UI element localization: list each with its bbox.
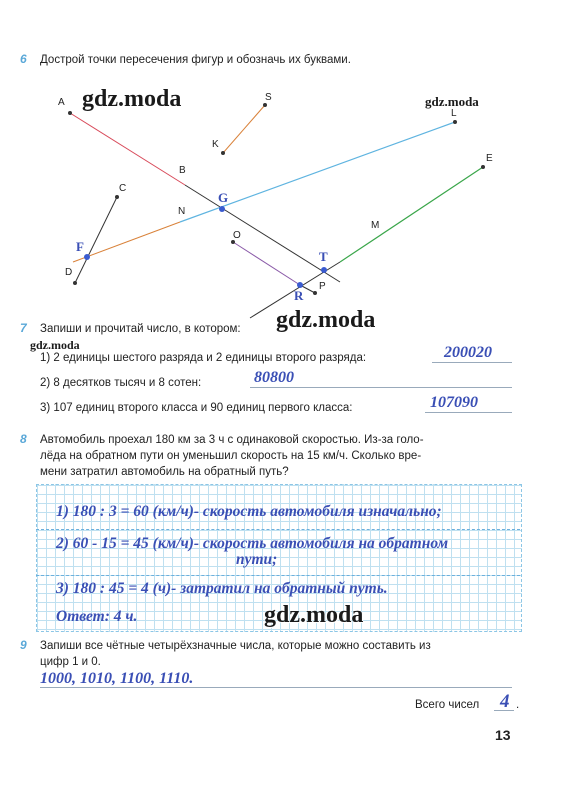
task9-line-1: Запиши все чётные четырёхзначные числа, которые можно составить из xyxy=(40,640,431,652)
label-a: A xyxy=(58,97,65,108)
point-a xyxy=(68,111,72,115)
task9-number: 9 xyxy=(20,638,27,652)
label-g: G xyxy=(218,190,229,205)
label-l: L xyxy=(451,108,457,119)
watermark-4: gdz.moda xyxy=(30,338,80,352)
solution-line-2: 2) 60 - 15 = 45 (км/ч)- скорость автомобиля на обратном xyxy=(56,535,449,552)
point-c xyxy=(115,195,119,199)
task7-item-1: 1) 2 единицы шестого разряда и 2 единицы второго разряда: xyxy=(40,352,367,364)
label-c: C xyxy=(119,183,127,194)
task8-line-2: лёда на обратном пути он уменьшил скорость на 15 км/ч. Сколько вре- xyxy=(40,450,422,462)
answer-line-3 xyxy=(425,412,512,413)
point-t xyxy=(321,267,327,273)
label-b: B xyxy=(179,165,186,176)
task8-number: 8 xyxy=(20,432,27,446)
segment-ks xyxy=(223,105,265,153)
segment-a-red xyxy=(70,113,185,185)
task8-line-1: Автомобиль проехал 180 км за 3 ч с одинаковой скоростью. Из-за голо- xyxy=(40,434,424,446)
line-em-green xyxy=(340,167,483,262)
label-o: O xyxy=(233,230,241,241)
watermark-2: gdz.moda xyxy=(425,94,479,109)
total-label: Всего чисел xyxy=(415,699,480,711)
label-k: K xyxy=(212,139,219,150)
task6-number: 6 xyxy=(20,52,27,66)
label-d: D xyxy=(65,267,73,278)
point-g xyxy=(219,206,225,212)
line-ab-dark xyxy=(185,185,340,282)
task7-answer-2: 80800 xyxy=(254,369,294,386)
watermark-5: gdz.moda xyxy=(264,602,364,628)
segment-op xyxy=(233,242,300,285)
total-period: . xyxy=(516,699,520,711)
label-r: R xyxy=(294,288,304,303)
label-p: P xyxy=(319,281,326,292)
task7-answer-3: 107090 xyxy=(430,394,478,411)
grid-divider-1 xyxy=(36,529,520,530)
task7-text: Запиши и прочитай число, в котором: xyxy=(40,323,241,335)
point-s xyxy=(263,103,267,107)
task7-number: 7 xyxy=(20,321,27,335)
label-e: E xyxy=(486,153,493,164)
task9-answer: 1000, 1010, 1100, 1110. xyxy=(40,670,194,687)
label-m: M xyxy=(371,220,380,231)
point-d xyxy=(73,281,77,285)
point-l xyxy=(453,120,457,124)
watermark-3: gdz.moda xyxy=(276,307,376,333)
page-number: 13 xyxy=(495,727,511,743)
total-value: 4 xyxy=(500,691,510,712)
point-e xyxy=(481,165,485,169)
task7-item-3: 3) 107 единиц второго класса и 90 единиц первого класса: xyxy=(40,402,353,414)
geometry-figure xyxy=(0,0,568,330)
task7-item-2: 2) 8 десятков тысяч и 8 сотен: xyxy=(40,377,202,389)
solution-answer: Ответ: 4 ч. xyxy=(56,608,138,625)
watermark-1: gdz.moda xyxy=(82,86,182,112)
label-t: T xyxy=(319,249,328,264)
solution-line-3: пути; xyxy=(236,551,278,568)
task7-answer-1: 200020 xyxy=(444,344,492,361)
solution-line-4: 3) 180 : 45 = 4 (ч)- затратил на обратный путь. xyxy=(56,580,388,597)
point-f xyxy=(84,254,90,260)
point-p xyxy=(313,291,317,295)
answer-line-2 xyxy=(250,387,512,388)
grid-divider-2 xyxy=(36,575,520,576)
label-f: F xyxy=(76,239,84,254)
task6-text: Дострой точки пересечения фигур и обозначь их буквами. xyxy=(40,54,351,66)
task9-line-2: цифр 1 и 0. xyxy=(40,656,101,668)
task8-line-3: мени затратил автомобиль на обратный путь? xyxy=(40,466,289,478)
answer-line-1 xyxy=(432,362,512,363)
label-s: S xyxy=(265,92,272,103)
solution-line-1: 1) 180 : 3 = 60 (км/ч)- скорость автомобиля изначально; xyxy=(56,503,442,520)
point-k xyxy=(221,151,225,155)
label-n: N xyxy=(178,206,186,217)
